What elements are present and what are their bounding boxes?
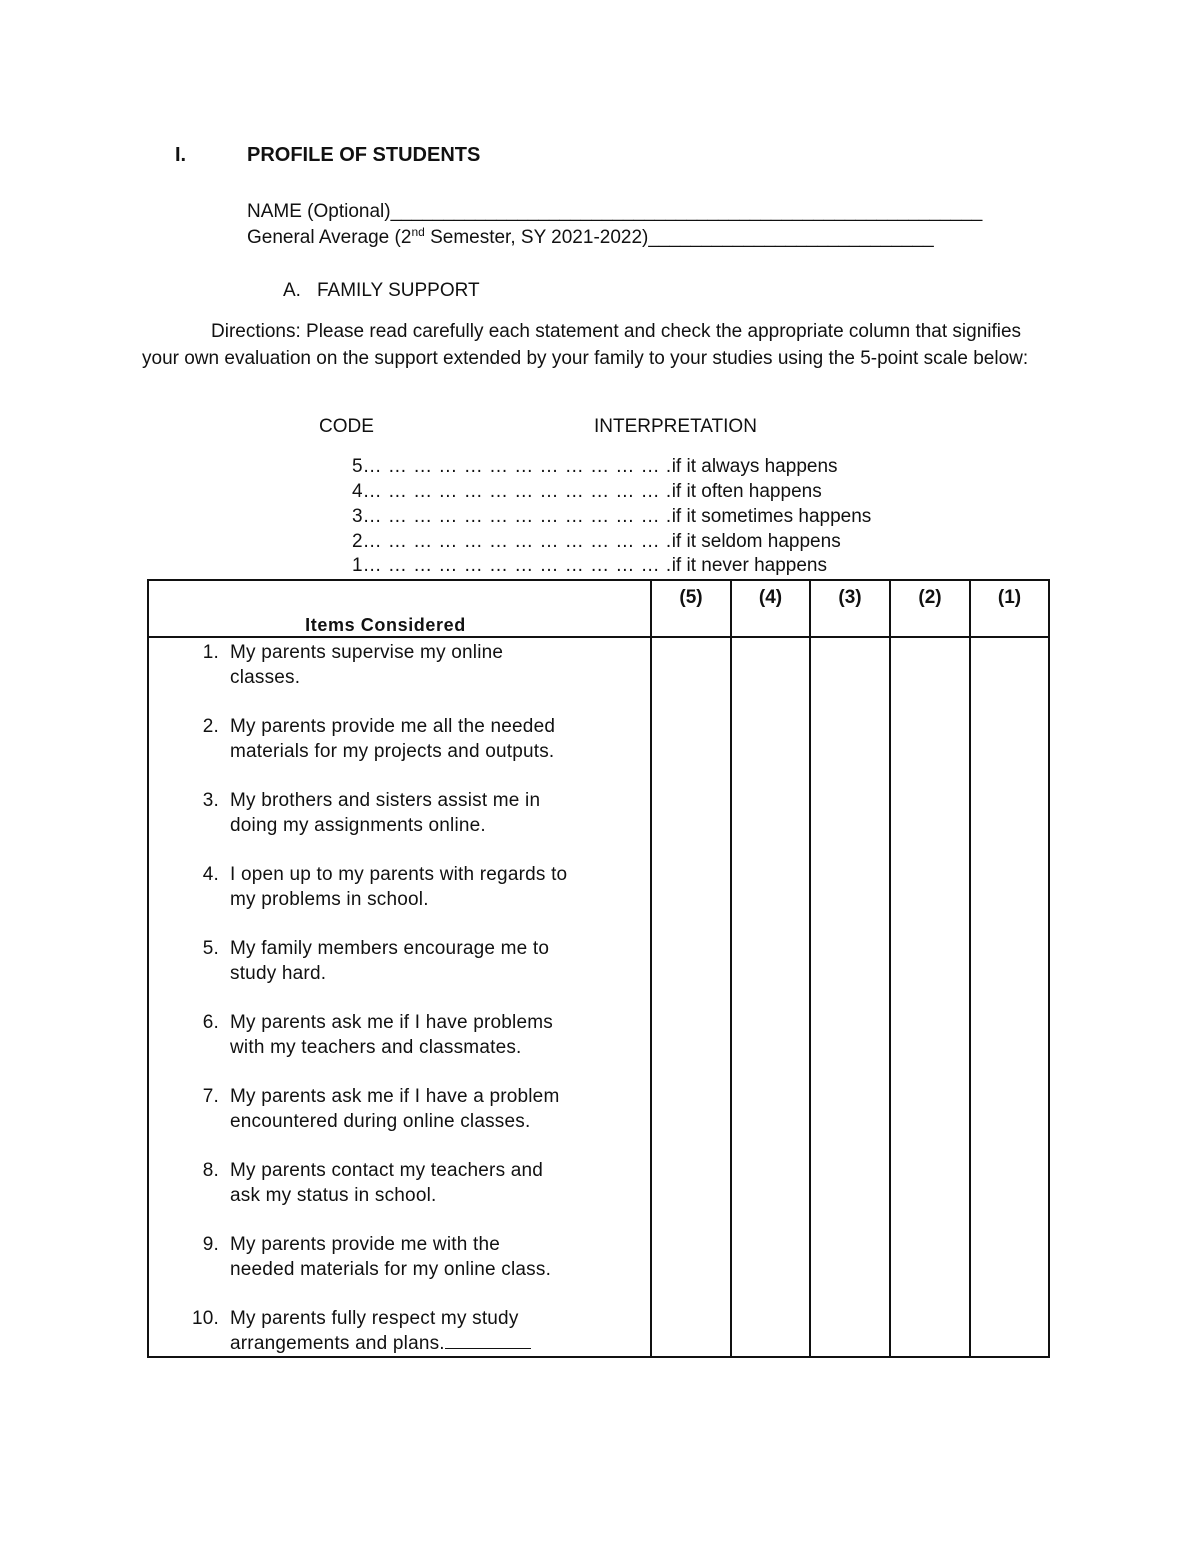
interpretation-header: INTERPRETATION bbox=[594, 416, 757, 437]
survey-table bbox=[147, 579, 1050, 1358]
scale-meaning: if it always happens bbox=[671, 456, 838, 477]
checkbox-column-5[interactable] bbox=[651, 637, 731, 1357]
scale-code: 5 bbox=[352, 456, 363, 477]
scale-code: 3 bbox=[352, 506, 363, 527]
scale-meaning: if it seldom happens bbox=[671, 531, 841, 552]
name-field[interactable] bbox=[247, 199, 982, 225]
scale-dots: … … … … … … … … … … … … . bbox=[362, 506, 672, 527]
scale-code: 4 bbox=[352, 481, 363, 502]
column-header-5: (5) bbox=[651, 580, 731, 637]
scale-code: 1 bbox=[352, 555, 363, 576]
scale-dots: … … … … … … … … … … … … . bbox=[362, 481, 672, 502]
section-number: I. bbox=[175, 144, 187, 166]
name-label: NAME (Optional) bbox=[247, 201, 391, 222]
items-cell bbox=[148, 637, 651, 1357]
scale-meaning: if it never happens bbox=[671, 555, 827, 576]
scale-dots: … … … … … … … … … … … … . bbox=[362, 555, 672, 576]
checkbox-column-3[interactable] bbox=[810, 637, 890, 1357]
scale-row-1 bbox=[352, 555, 827, 577]
average-line: ___________________________ bbox=[648, 227, 934, 248]
general-average-field[interactable] bbox=[247, 225, 934, 251]
scale-row-3 bbox=[352, 506, 871, 528]
list-item: 3. My brothers and sisters assist me in doing my assignments online. bbox=[202, 790, 541, 836]
column-header-2: (2) bbox=[890, 580, 970, 637]
scale-dots: … … … … … … … … … … … … . bbox=[362, 456, 672, 477]
column-header-3: (3) bbox=[810, 580, 890, 637]
checkbox-column-4[interactable] bbox=[731, 637, 810, 1357]
scale-row-5 bbox=[352, 456, 838, 478]
average-label-sup: nd bbox=[411, 225, 425, 239]
checkbox-column-1[interactable] bbox=[970, 637, 1049, 1357]
checkbox-column-2[interactable] bbox=[890, 637, 970, 1357]
items-considered-header: Items Considered bbox=[148, 580, 651, 637]
scale-row-2 bbox=[352, 531, 841, 553]
code-header: CODE bbox=[319, 416, 374, 437]
list-item: 5. My family members encourage me to study hard. bbox=[202, 938, 550, 984]
list-item: 4. I open up to my parents with regards to my problems in school. bbox=[202, 864, 568, 910]
section-title: PROFILE OF STUDENTS bbox=[247, 144, 481, 166]
average-label-suffix: Semester, SY 2021-2022) bbox=[424, 227, 649, 248]
underline bbox=[149, 1356, 229, 1357]
list-item: 7. My parents ask me if I have a problem encountered during online classes. bbox=[202, 1086, 560, 1132]
column-header-4: (4) bbox=[731, 580, 810, 637]
table-row bbox=[148, 637, 1049, 1357]
scale-meaning: if it sometimes happens bbox=[671, 506, 872, 527]
directions-paragraph: Directions: Please read carefully each statement and check the appropriate column that signifies your own evaluation on the support extended by your family to your studies using the 5-point scale below: bbox=[142, 321, 1029, 369]
list-item: 10. My parents fully respect my study arrangements and plans. bbox=[149, 1306, 650, 1356]
column-header-1: (1) bbox=[970, 580, 1049, 637]
subsection-title: FAMILY SUPPORT bbox=[317, 280, 480, 301]
list-item: 8. My parents contact my teachers and ask my status in school. bbox=[202, 1160, 544, 1206]
list-item: 6. My parents ask me if I have problems with my teachers and classmates. bbox=[202, 1012, 553, 1058]
list-item: 1. My parents supervise my online classes. bbox=[202, 642, 504, 688]
scale-row-4 bbox=[352, 481, 822, 503]
table-header-row bbox=[148, 580, 1049, 637]
underline bbox=[445, 1348, 531, 1349]
scale-code: 2 bbox=[352, 531, 363, 552]
list-item: 2. My parents provide me all the needed materials for my projects and outputs. bbox=[202, 716, 556, 762]
list-item: 9. My parents provide me with the needed materials for my online class. bbox=[202, 1234, 552, 1280]
average-label-prefix: General Average (2 bbox=[247, 227, 412, 248]
name-line: ________________________________________________________ bbox=[390, 201, 983, 222]
scale-meaning: if it often happens bbox=[671, 481, 822, 502]
scale-dots: … … … … … … … … … … … … . bbox=[362, 531, 672, 552]
subsection-letter: A. bbox=[283, 280, 301, 301]
